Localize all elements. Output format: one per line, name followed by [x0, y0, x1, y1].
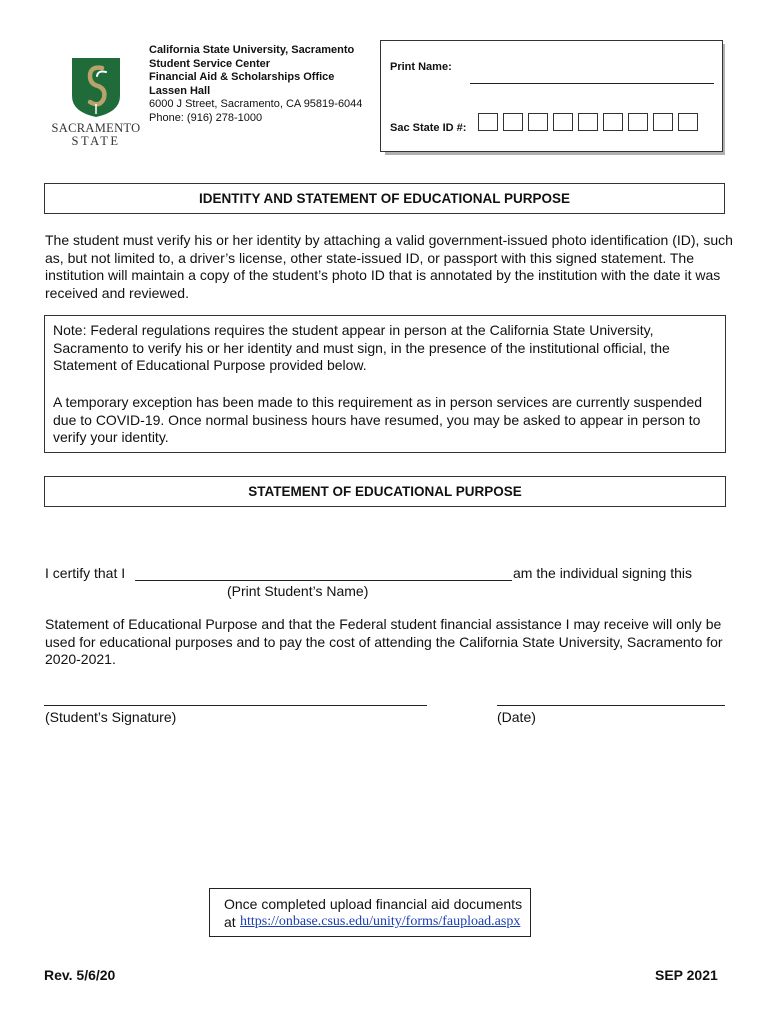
- id-digit-box[interactable]: [628, 113, 648, 131]
- print-name-label: Print Name:: [390, 61, 452, 73]
- revision-date: Rev. 5/6/20: [44, 967, 116, 983]
- identity-instructions: The student must verify his or her identity by attaching a valid government-issued photo identification (ID), such as, but not limited to, a driver’s license, other state-issued ID, or passport with this signed statement. The institution will maintain a copy of the student’s photo ID that is annotated by the institution with the date it was received and reviewed.: [45, 232, 733, 301]
- id-digit-box[interactable]: [678, 113, 698, 131]
- id-digit-box[interactable]: [528, 113, 548, 131]
- org-line-university: California State University, Sacramento: [149, 44, 355, 56]
- date-caption: (Date): [497, 709, 536, 725]
- student-id-box: [380, 40, 723, 152]
- id-digit-box[interactable]: [553, 113, 573, 131]
- sac-state-id-field[interactable]: [478, 113, 698, 131]
- logo-wordmark-line2: STATE: [71, 134, 121, 148]
- upload-instructions-text: Once completed upload financial aid documents: [224, 896, 523, 912]
- id-digit-box[interactable]: [503, 113, 523, 131]
- upload-at-text: at: [224, 914, 236, 930]
- student-name-field[interactable]: [135, 580, 512, 581]
- educational-purpose-title: STATEMENT OF EDUCATIONAL PURPOSE: [44, 476, 726, 507]
- id-digit-box[interactable]: [653, 113, 673, 131]
- date-field[interactable]: [497, 705, 725, 706]
- id-digit-box[interactable]: [478, 113, 498, 131]
- org-line-center: Student Service Center: [149, 57, 271, 70]
- org-line-office: Financial Aid & Scholarships Office: [149, 71, 335, 84]
- form-version: SEP 2021: [655, 967, 718, 983]
- sac-state-id-label: Sac State ID #:: [390, 122, 467, 134]
- office-address-block: [149, 44, 362, 126]
- phone-number: Phone: (916) 278-1000: [149, 111, 263, 124]
- covid-exception-note: A temporary exception has been made to this requirement as in person services are currently suspended due to COVID-19. Once normal business hours have resumed, you may be asked to appear in person to verify your identity.: [53, 394, 703, 445]
- certify-suffix: am the individual signing this: [513, 565, 692, 581]
- org-line-building: Lassen Hall: [149, 84, 211, 97]
- federal-regulation-note: Note: Federal regulations requires the student appear in person at the California State University, Sacramento to verify his or her identity and must sign, in the presence of the institutional official, the Statement of Educational Purpose provided below.: [53, 322, 670, 373]
- print-student-name-caption: (Print Student’s Name): [227, 583, 369, 599]
- student-signature-field[interactable]: [44, 705, 427, 706]
- signature-caption: (Student’s Signature): [45, 709, 177, 725]
- logo-wordmark-line1: SACRAMENTO: [51, 121, 141, 135]
- print-name-field[interactable]: [470, 83, 714, 84]
- logo-emblem-icon: [70, 56, 122, 118]
- id-digit-box[interactable]: [578, 113, 598, 131]
- street-address: 6000 J Street, Sacramento, CA 95819-6044: [149, 98, 363, 111]
- educational-purpose-statement: Statement of Educational Purpose and that the Federal student financial assistance I may receive will only be used for educational purposes and to pay the cost of attending the California State University, Sacramento for 2020-2021.: [45, 616, 723, 667]
- id-digit-box[interactable]: [603, 113, 623, 131]
- upload-link[interactable]: https://onbase.csus.edu/unity/forms/faupload.aspx: [240, 914, 521, 929]
- identity-section-title: IDENTITY AND STATEMENT OF EDUCATIONAL PURPOSE: [44, 183, 725, 214]
- certify-prefix: I certify that I: [45, 565, 126, 581]
- sacramento-state-logo: [46, 52, 146, 152]
